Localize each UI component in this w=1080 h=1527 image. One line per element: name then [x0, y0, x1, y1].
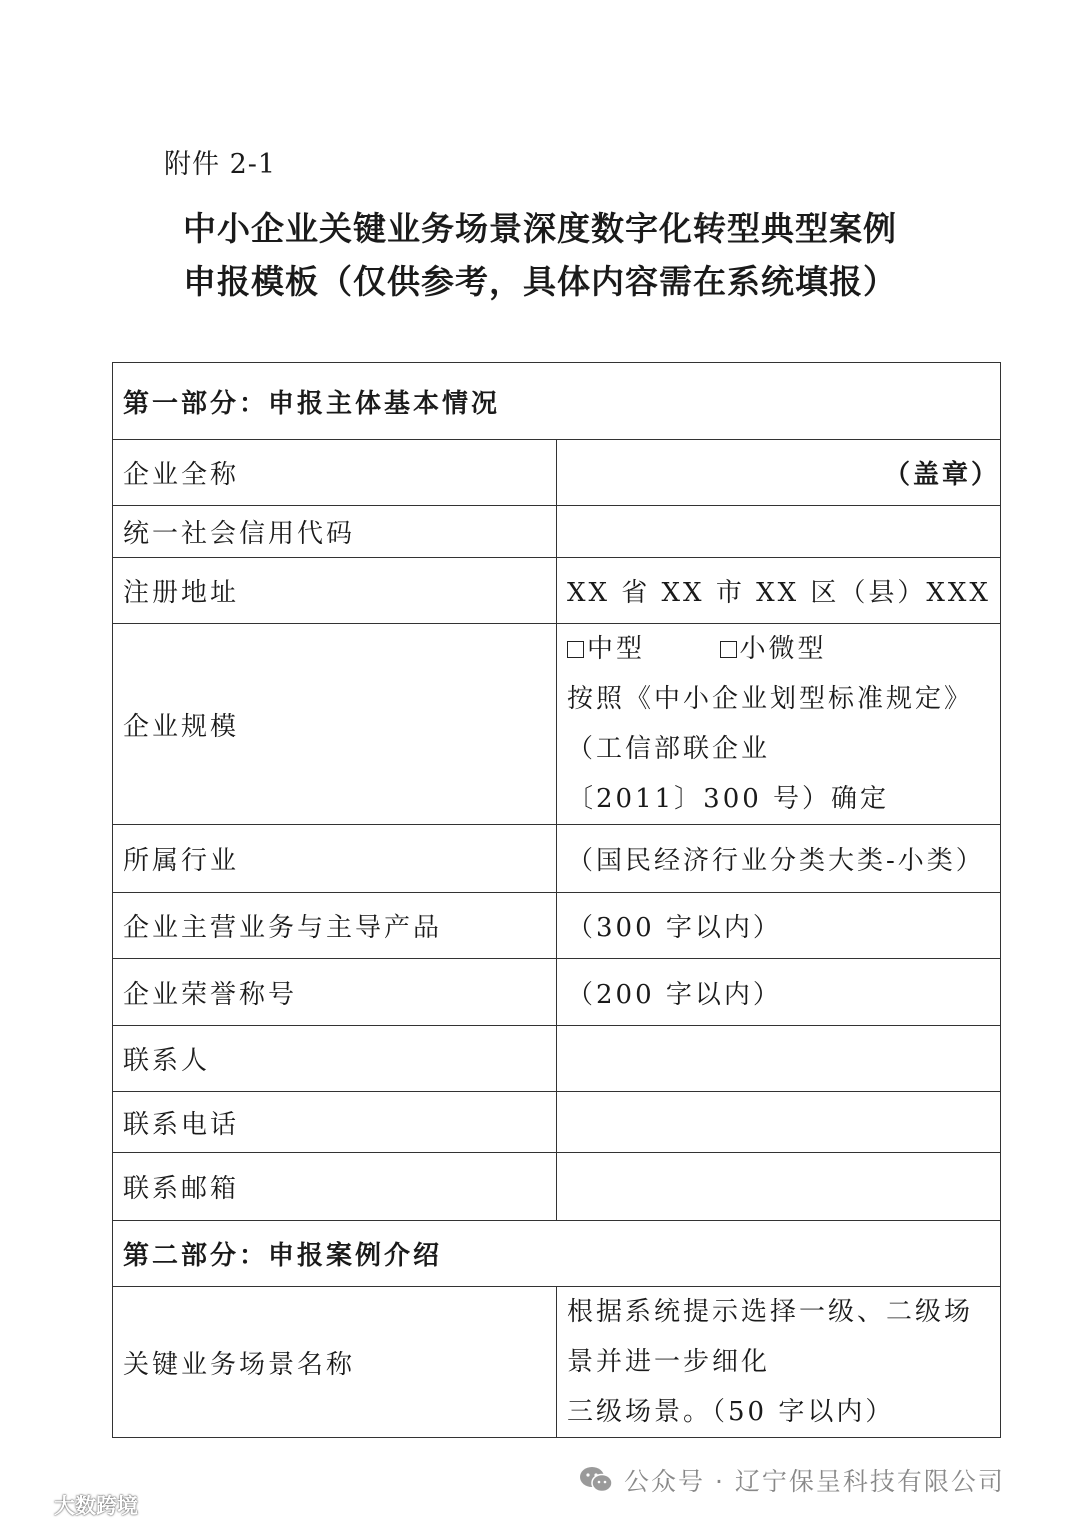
- document-title-line1: 中小企业关键业务场景深度数字化转型典型案例: [183, 209, 897, 248]
- business-value[interactable]: （300 字以内）: [557, 893, 1001, 959]
- contact-field[interactable]: [557, 1026, 1001, 1092]
- scenario-cell[interactable]: [557, 1287, 1001, 1438]
- watermark: [10, 1490, 138, 1520]
- table-row: [113, 558, 1001, 624]
- scale-cell: [557, 624, 1001, 825]
- wechat-footer: [578, 1462, 1005, 1498]
- watermark-text: 大数跨境: [54, 1494, 138, 1518]
- small-micro-option-label: 小微型: [739, 634, 827, 664]
- table-row: [113, 959, 1001, 1026]
- scenario-value-line2: 三级场景。（50 字以内）: [567, 1397, 895, 1427]
- document-title-line2: 申报模板（仅供参考，具体内容需在系统填报）: [183, 262, 897, 301]
- credit-code-field[interactable]: [557, 506, 1001, 558]
- seal-note: （盖章）: [883, 460, 1000, 490]
- section1-header: 第一部分：申报主体基本情况: [113, 363, 1001, 440]
- wechat-icon: [578, 1466, 614, 1494]
- table-row: [113, 624, 1001, 825]
- table-row: [113, 440, 1001, 506]
- email-field[interactable]: [557, 1153, 1001, 1221]
- application-form-table: [112, 362, 1001, 1438]
- medium-option-label: 中型: [587, 634, 646, 664]
- table-row: [113, 893, 1001, 959]
- attachment-label: 附件 2-1: [164, 149, 277, 180]
- scale-note-line1: 按照《中小企业划型标准规定》（工信部联企业: [567, 684, 974, 764]
- phone-label: 联系电话: [113, 1092, 557, 1153]
- table-row: [113, 506, 1001, 558]
- table-row: [113, 1221, 1001, 1287]
- phone-field[interactable]: [557, 1092, 1001, 1153]
- honors-value[interactable]: （200 字以内）: [557, 959, 1001, 1026]
- address-value[interactable]: XX 省 XX 市 XX 区（县）XXX: [557, 558, 1001, 624]
- scale-note-line2: 〔2011〕300 号）确定: [567, 784, 890, 814]
- table-row: [113, 1287, 1001, 1438]
- industry-label: 所属行业: [113, 825, 557, 893]
- company-name-label: 企业全称: [113, 440, 557, 506]
- table-row: [113, 825, 1001, 893]
- scenario-value-line1: 根据系统提示选择一级、二级场景并进一步细化: [567, 1297, 974, 1377]
- email-label: 联系邮箱: [113, 1153, 557, 1221]
- business-label: 企业主营业务与主导产品: [113, 893, 557, 959]
- section2-header: 第二部分：申报案例介绍: [113, 1221, 1001, 1287]
- watermark-logo-icon: [10, 1494, 50, 1516]
- contact-label: 联系人: [113, 1026, 557, 1092]
- table-row: [113, 363, 1001, 440]
- honors-label: 企业荣誉称号: [113, 959, 557, 1026]
- credit-code-label: 统一社会信用代码: [113, 506, 557, 558]
- small-micro-checkbox[interactable]: [720, 641, 737, 658]
- scale-label: 企业规模: [113, 624, 557, 825]
- company-name-field[interactable]: [557, 440, 1001, 506]
- table-row: [113, 1026, 1001, 1092]
- table-row: [113, 1153, 1001, 1221]
- address-label: 注册地址: [113, 558, 557, 624]
- industry-value[interactable]: （国民经济行业分类大类-小类）: [557, 825, 1001, 893]
- scenario-label: 关键业务场景名称: [113, 1287, 557, 1438]
- wechat-account-text: 公众号 · 辽宁保呈科技有限公司: [624, 1467, 1005, 1496]
- medium-checkbox[interactable]: [567, 641, 584, 658]
- table-row: [113, 1092, 1001, 1153]
